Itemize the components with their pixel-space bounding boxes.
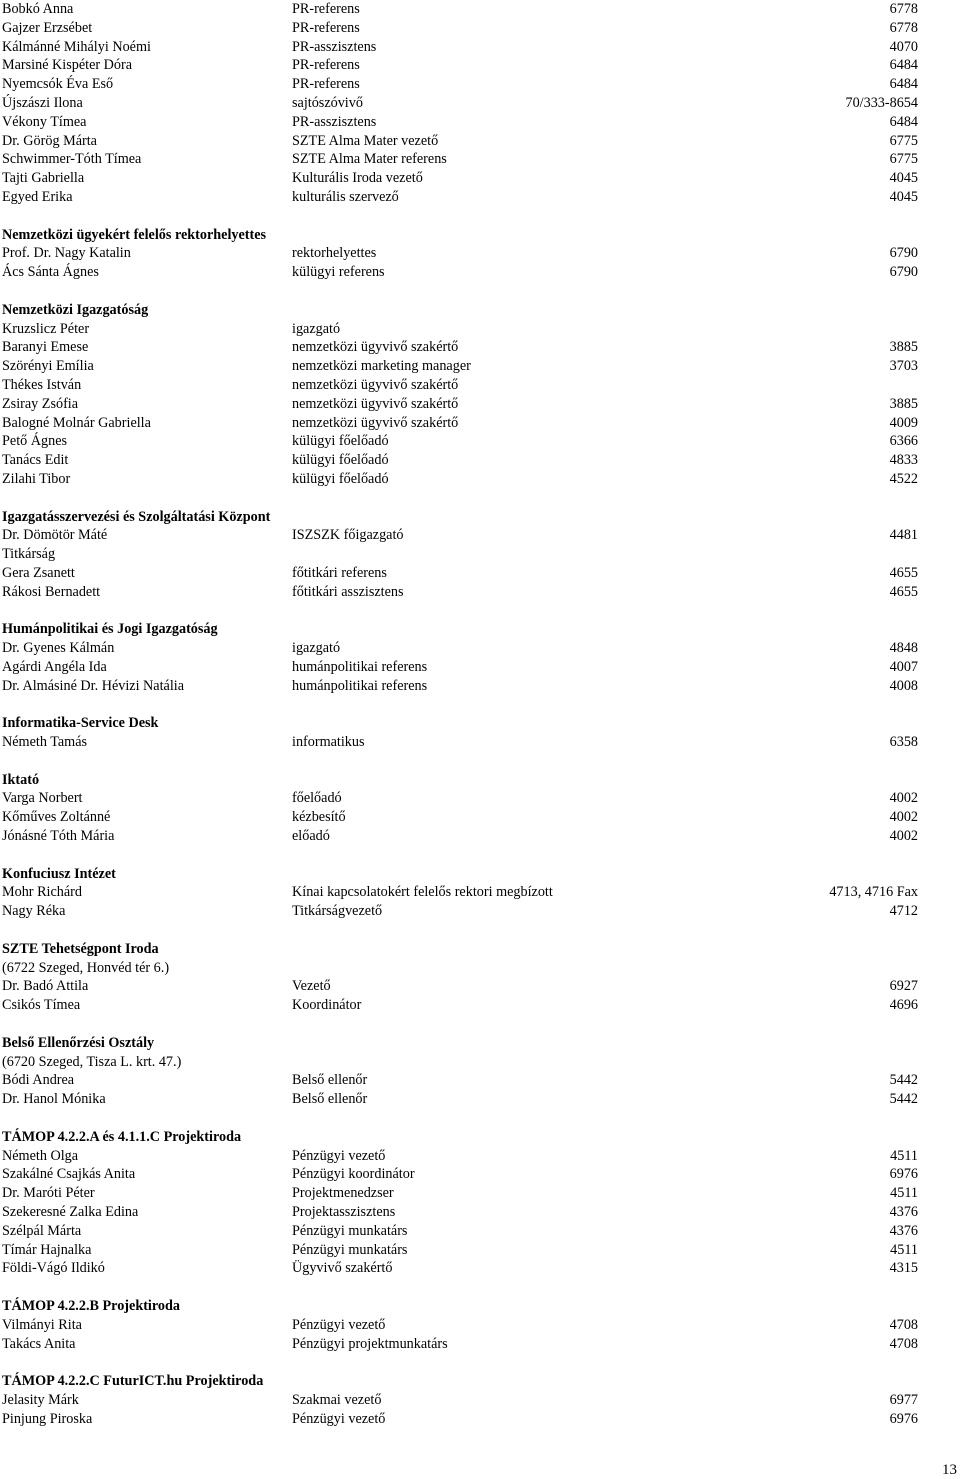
directory-row xyxy=(2,338,918,357)
person-name: Baranyi Emese xyxy=(2,339,89,356)
person-name: Dr. Gyenes Kálmán xyxy=(2,640,115,657)
phone-extension: 6976 xyxy=(889,1166,918,1183)
person-name: Zsiray Zsófia xyxy=(2,395,79,412)
person-role: PR-referens xyxy=(292,19,360,36)
phone-extension: 4481 xyxy=(889,527,918,544)
person-name: (6720 Szeged, Tisza L. krt. 47.) xyxy=(2,1053,182,1070)
phone-extension: 4655 xyxy=(889,564,918,581)
person-role: Pénzügyi projektmunkatárs xyxy=(292,1335,448,1352)
person-name: Dr. Hanol Mónika xyxy=(2,1091,106,1108)
person-role: főelőadó xyxy=(292,790,342,807)
directory-row xyxy=(2,639,918,658)
person-role: Projektasszisztens xyxy=(292,1204,396,1220)
directory-row xyxy=(2,75,918,94)
phone-extension: 5442 xyxy=(889,1091,918,1108)
directory-row xyxy=(2,733,918,752)
section-spacer xyxy=(2,921,918,940)
person-name: Mohr Richárd xyxy=(2,884,82,901)
phone-extension: 4376 xyxy=(889,1222,918,1239)
phone-extension: 6778 xyxy=(889,1,918,17)
person-name: Thékes István xyxy=(2,376,82,393)
person-name: Marsiné Kispéter Dóra xyxy=(2,57,133,74)
person-role: külügyi főelőadó xyxy=(292,452,389,469)
phone-extension: 5442 xyxy=(889,1072,918,1089)
person-role: Pénzügyi munkatárs xyxy=(292,1222,408,1239)
phone-extension: 4848 xyxy=(889,640,918,657)
phone-extension: 4511 xyxy=(890,1147,918,1164)
directory-document xyxy=(2,0,918,1429)
person-name: Bobkó Anna xyxy=(2,1,74,17)
person-role: Belső ellenőr xyxy=(292,1091,368,1108)
phone-extension: 4712 xyxy=(889,903,918,920)
person-role: PR-asszisztens xyxy=(292,113,377,130)
directory-row xyxy=(2,113,918,132)
person-role: Szakmai vezető xyxy=(292,1391,382,1408)
section-heading: Igazgatásszervezési és Szolgáltatási Központ xyxy=(2,508,271,525)
directory-row xyxy=(2,94,918,113)
phone-extension: 4070 xyxy=(889,38,918,55)
person-role: Pénzügyi koordinátor xyxy=(292,1166,415,1183)
person-role: rektorhelyettes xyxy=(292,245,377,262)
person-role: Kulturális Iroda vezető xyxy=(292,170,423,187)
directory-row xyxy=(2,583,918,602)
phone-extension: 6977 xyxy=(889,1391,918,1408)
phone-extension: 4708 xyxy=(889,1335,918,1352)
directory-row xyxy=(2,545,918,564)
person-role: igazgató xyxy=(292,320,341,337)
phone-extension: 70/333-8654 xyxy=(845,94,918,111)
directory-row xyxy=(2,789,918,808)
directory-row xyxy=(2,1391,918,1410)
person-name: Bódi Andrea xyxy=(2,1072,75,1089)
phone-extension: 6366 xyxy=(889,433,918,450)
person-role: főtitkári referens xyxy=(292,564,387,581)
directory-row xyxy=(2,902,918,921)
person-name: Kőműves Zoltánné xyxy=(2,809,111,826)
person-role: Kínai kapcsolatokért felelős rektori megbízott xyxy=(292,884,553,901)
person-name: Földi-Vágó Ildikó xyxy=(2,1260,105,1277)
directory-row xyxy=(2,1147,918,1166)
person-name: Dr. Almásiné Dr. Hévizi Natália xyxy=(2,677,185,694)
person-name: Pinjung Piroska xyxy=(2,1410,93,1427)
person-role: Ügyvivő szakértő xyxy=(292,1260,393,1277)
person-role: ISZSZK főigazgató xyxy=(292,527,404,544)
person-role: PR-asszisztens xyxy=(292,38,377,55)
section-spacer xyxy=(2,1109,918,1128)
section-spacer xyxy=(2,846,918,865)
person-role: sajtószóvivő xyxy=(292,94,363,111)
directory-row xyxy=(2,1053,918,1072)
person-name: Rákosi Bernadett xyxy=(2,583,101,600)
person-name: Vékony Tímea xyxy=(2,113,87,130)
person-role: külügyi főelőadó xyxy=(292,470,389,487)
person-name: Dr. Badó Attila xyxy=(2,978,89,995)
person-name: Titkárság xyxy=(2,546,56,563)
directory-row xyxy=(2,1184,918,1203)
person-name: Takács Anita xyxy=(2,1335,76,1352)
section-spacer xyxy=(2,489,918,508)
person-name: Zilahi Tibor xyxy=(2,470,71,487)
person-role: informatikus xyxy=(292,734,365,751)
section-spacer xyxy=(2,1015,918,1034)
phone-extension: 4045 xyxy=(889,170,918,187)
directory-row xyxy=(2,883,918,902)
directory-row xyxy=(2,263,918,282)
person-name: Vilmányi Rita xyxy=(2,1316,82,1333)
directory-row xyxy=(2,658,918,677)
phone-extension: 4002 xyxy=(889,790,918,807)
phone-extension: 4511 xyxy=(890,1241,918,1258)
directory-row xyxy=(2,827,918,846)
person-role: PR-referens xyxy=(292,1,360,17)
phone-extension: 6976 xyxy=(889,1410,918,1427)
phone-extension: 4002 xyxy=(889,809,918,826)
directory-row xyxy=(2,38,918,57)
person-name: Dr. Görög Márta xyxy=(2,132,97,149)
person-role: főtitkári asszisztens xyxy=(292,583,404,600)
person-role: Pénzügyi munkatárs xyxy=(292,1241,408,1258)
section-heading: Humánpolitikai és Jogi Igazgatóság xyxy=(2,621,218,638)
section-spacer xyxy=(2,752,918,771)
directory-row xyxy=(2,451,918,470)
section-spacer xyxy=(2,1353,918,1372)
person-role: PR-referens xyxy=(292,76,360,93)
person-name: Szélpál Márta xyxy=(2,1222,82,1239)
section-heading: Nemzetközi ügyekért felelős rektorhelyettes xyxy=(2,226,267,243)
phone-extension: 6790 xyxy=(889,245,918,262)
directory-row xyxy=(2,0,918,19)
directory-row xyxy=(2,432,918,451)
section-heading: SZTE Tehetségpont Iroda xyxy=(2,940,159,957)
phone-extension: 4002 xyxy=(889,828,918,845)
phone-extension: 4708 xyxy=(889,1316,918,1333)
directory-row xyxy=(2,244,918,263)
person-role: nemzetközi ügyvivő szakértő xyxy=(292,395,459,412)
phone-extension: 4655 xyxy=(889,583,918,600)
person-name: Dr. Maróti Péter xyxy=(2,1185,95,1202)
phone-extension: 4376 xyxy=(889,1204,918,1220)
directory-row xyxy=(2,526,918,545)
person-name: Pető Ágnes xyxy=(2,433,68,450)
section-spacer xyxy=(2,695,918,714)
directory-row xyxy=(2,996,918,1015)
directory-row xyxy=(2,1203,918,1222)
person-role: kulturális szervező xyxy=(292,188,399,205)
directory-row xyxy=(2,19,918,38)
person-role: Pénzügyi vezető xyxy=(292,1410,386,1427)
phone-extension: 6775 xyxy=(889,151,918,168)
person-role: Titkárságvezető xyxy=(292,903,383,920)
phone-extension: 3703 xyxy=(889,358,918,375)
person-name: Gajzer Erzsébet xyxy=(2,19,93,36)
person-name: Tímár Hajnalka xyxy=(2,1241,92,1258)
person-role: Belső ellenőr xyxy=(292,1072,368,1089)
person-role: külügyi főelőadó xyxy=(292,433,389,450)
directory-row xyxy=(2,677,918,696)
section-heading: Nemzetközi Igazgatóság xyxy=(2,301,149,318)
phone-extension: 6790 xyxy=(889,264,918,281)
phone-extension: 6484 xyxy=(889,76,918,93)
person-name: Ács Sánta Ágnes xyxy=(2,264,99,281)
directory-row xyxy=(2,977,918,996)
phone-extension: 6778 xyxy=(889,19,918,36)
section-heading: Belső Ellenőrzési Osztály xyxy=(2,1034,155,1051)
person-name: Jelasity Márk xyxy=(2,1391,79,1408)
person-role: nemzetközi marketing manager xyxy=(292,358,471,375)
directory-row xyxy=(2,357,918,376)
section-heading: Iktató xyxy=(2,771,40,788)
person-role: Koordinátor xyxy=(292,997,362,1014)
directory-row xyxy=(2,1165,918,1184)
phone-extension: 4522 xyxy=(889,470,918,487)
person-name: Újszászi Ilona xyxy=(2,94,83,111)
directory-row xyxy=(2,56,918,75)
person-role: humánpolitikai referens xyxy=(292,677,428,694)
directory-row xyxy=(2,1222,918,1241)
directory-row xyxy=(2,959,918,978)
person-role: nemzetközi ügyvivő szakértő xyxy=(292,414,459,431)
person-name: Németh Olga xyxy=(2,1147,79,1164)
directory-row xyxy=(2,376,918,395)
directory-row xyxy=(2,414,918,433)
phone-extension: 3885 xyxy=(889,395,918,412)
person-name: Jónásné Tóth Mária xyxy=(2,828,115,845)
page-number: 13 xyxy=(942,1462,957,1478)
person-name: Csikós Tímea xyxy=(2,997,81,1014)
phone-extension: 4007 xyxy=(889,658,918,675)
directory-row xyxy=(2,1090,918,1109)
person-role: humánpolitikai referens xyxy=(292,658,428,675)
person-name: Kálmánné Mihályi Noémi xyxy=(2,38,151,55)
person-name: Tajti Gabriella xyxy=(2,170,85,187)
phone-extension: 4696 xyxy=(889,997,918,1014)
directory-row xyxy=(2,1071,918,1090)
person-name: Prof. Dr. Nagy Katalin xyxy=(2,245,131,262)
person-name: Agárdi Angéla Ida xyxy=(2,658,107,675)
person-name: Szekeresné Zalka Edina xyxy=(2,1204,139,1220)
person-name: Németh Tamás xyxy=(2,734,88,751)
directory-row xyxy=(2,320,918,339)
directory-row xyxy=(2,1335,918,1354)
phone-extension: 6927 xyxy=(889,978,918,995)
person-role: Pénzügyi vezető xyxy=(292,1316,386,1333)
section-spacer xyxy=(2,282,918,301)
directory-row xyxy=(2,564,918,583)
person-name: Szörényi Emília xyxy=(2,358,94,375)
section-heading: Konfuciusz Intézet xyxy=(2,865,116,882)
phone-extension: 4713, 4716 Fax xyxy=(829,884,918,901)
directory-row xyxy=(2,188,918,207)
section-spacer xyxy=(2,602,918,621)
section-heading: TÁMOP 4.2.2.A és 4.1.1.C Projektiroda xyxy=(2,1128,242,1145)
directory-row xyxy=(2,1316,918,1335)
person-name: Egyed Erika xyxy=(2,188,73,205)
person-role: PR-referens xyxy=(292,57,360,74)
section-heading: TÁMOP 4.2.2.C FuturICT.hu Projektiroda xyxy=(2,1373,264,1390)
person-role: nemzetközi ügyvivő szakértő xyxy=(292,339,459,356)
person-role: SZTE Alma Mater vezető xyxy=(292,132,439,149)
person-name: Balogné Molnár Gabriella xyxy=(2,414,151,431)
person-name: Nagy Réka xyxy=(2,903,66,920)
phone-extension: 3885 xyxy=(889,339,918,356)
person-name: Dr. Dömötör Máté xyxy=(2,527,108,544)
directory-row xyxy=(2,395,918,414)
person-name: Kruzslicz Péter xyxy=(2,320,90,337)
person-role: igazgató xyxy=(292,640,341,657)
person-name: Gera Zsanett xyxy=(2,564,75,581)
directory-row xyxy=(2,808,918,827)
person-role: nemzetközi ügyvivő szakértő xyxy=(292,376,459,393)
section-spacer xyxy=(2,1278,918,1297)
person-name: Tanács Edit xyxy=(2,452,69,469)
directory-row xyxy=(2,1259,918,1278)
phone-extension: 4008 xyxy=(889,677,918,694)
directory-row xyxy=(2,132,918,151)
section-heading: TÁMOP 4.2.2.B Projektiroda xyxy=(2,1297,180,1314)
directory-row xyxy=(2,470,918,489)
phone-extension: 4833 xyxy=(889,452,918,469)
person-role: külügyi referens xyxy=(292,264,385,281)
section-heading: Informatika-Service Desk xyxy=(2,715,159,732)
phone-extension: 6775 xyxy=(889,132,918,149)
phone-extension: 4315 xyxy=(889,1260,918,1277)
directory-row xyxy=(2,1410,918,1429)
phone-extension: 4009 xyxy=(889,414,918,431)
directory-row xyxy=(2,1241,918,1260)
phone-extension: 6484 xyxy=(889,57,918,74)
phone-extension: 6358 xyxy=(889,734,918,751)
person-role: SZTE Alma Mater referens xyxy=(292,151,447,168)
directory-row xyxy=(2,169,918,188)
person-name: Varga Norbert xyxy=(2,790,83,807)
person-role: Vezető xyxy=(292,978,331,995)
person-role: előadó xyxy=(292,828,330,845)
phone-extension: 4511 xyxy=(890,1185,918,1202)
person-name: Nyemcsók Éva Eső xyxy=(2,76,114,93)
person-role: Projektmenedzser xyxy=(292,1185,394,1202)
directory-row xyxy=(2,150,918,169)
phone-extension: 4045 xyxy=(889,188,918,205)
person-role: Pénzügyi vezető xyxy=(292,1147,386,1164)
person-name: Schwimmer-Tóth Tímea xyxy=(2,151,142,168)
phone-extension: 6484 xyxy=(889,113,918,130)
section-spacer xyxy=(2,207,918,226)
person-name: (6722 Szeged, Honvéd tér 6.) xyxy=(2,959,170,976)
person-name: Szakálné Csajkás Anita xyxy=(2,1166,136,1183)
person-role: kézbesítő xyxy=(292,809,346,826)
